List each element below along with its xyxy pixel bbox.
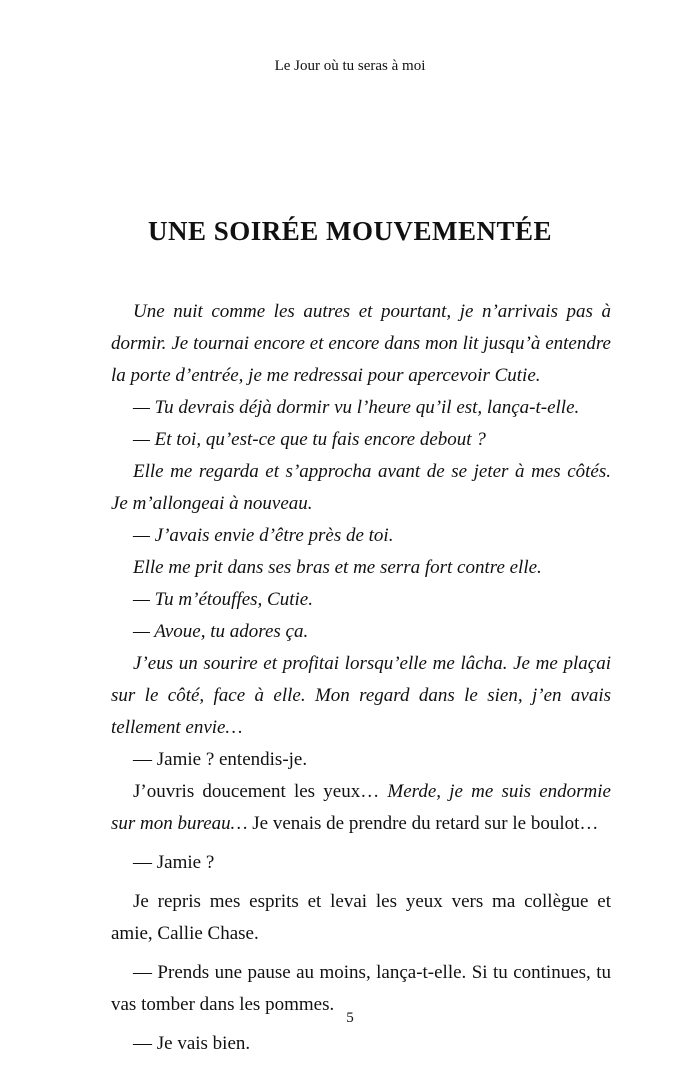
paragraph: Elle me regarda et s’approcha avant de se jeter à mes côtés. Je m’allongeai à nouveau.: [111, 461, 611, 514]
dialogue-line: — J’avais envie d’être près de toi.: [133, 525, 394, 546]
dialogue-line: — Avoue, tu adores ça.: [133, 621, 309, 642]
paragraph: Elle me prit dans ses bras et me serra fort contre elle.: [133, 557, 542, 578]
chapter-body: [111, 296, 611, 1060]
chapter-title: UNE SOIRÉE MOUVEMENTÉE: [147, 216, 553, 246]
dialogue-line: — Tu devrais déjà dormir vu l’heure qu’il est, lança-t-elle.: [133, 397, 580, 418]
page-number: 5: [346, 1010, 354, 1026]
paragraph: [111, 776, 611, 840]
paragraph: Une nuit comme les autres et pourtant, je n’arrivais pas à dormir. Je tournai encore et encore dans mon lit jusqu’à entendre la porte d’entrée, je me redressai pour apercevoir Cutie.: [111, 301, 611, 386]
dialogue-line: — Jamie ? entendis-je.: [133, 749, 308, 770]
paragraph-text: Je venais de prendre du retard sur le boulot…: [247, 813, 599, 834]
dialogue-line: — Tu m’étouffes, Cutie.: [133, 589, 313, 610]
dialogue-line: — Prends une pause au moins, lança-t-elle. Si tu continues, tu vas tomber dans les pommes.: [111, 962, 611, 1015]
paragraph: Je repris mes esprits et levai les yeux vers ma collègue et amie, Callie Chase.: [111, 891, 611, 944]
paragraph-text: J’ouvris doucement les yeux…: [133, 781, 388, 802]
running-title: Le Jour où tu seras à moi: [274, 58, 426, 74]
paragraph: J’eus un sourire et profitai lorsqu’elle me lâcha. Je me plaçai sur le côté, face à elle. Mon regard dans le sien, j’en avais tellement envie…: [111, 653, 611, 738]
dialogue-line: — Jamie ?: [133, 852, 215, 873]
dialogue-line: — Je vais bien.: [133, 1033, 251, 1054]
dialogue-line: — Et toi, qu’est-ce que tu fais encore debout ?: [133, 429, 486, 450]
italic-thought: Merde, je me suis endormie sur mon bureau…: [111, 781, 611, 834]
